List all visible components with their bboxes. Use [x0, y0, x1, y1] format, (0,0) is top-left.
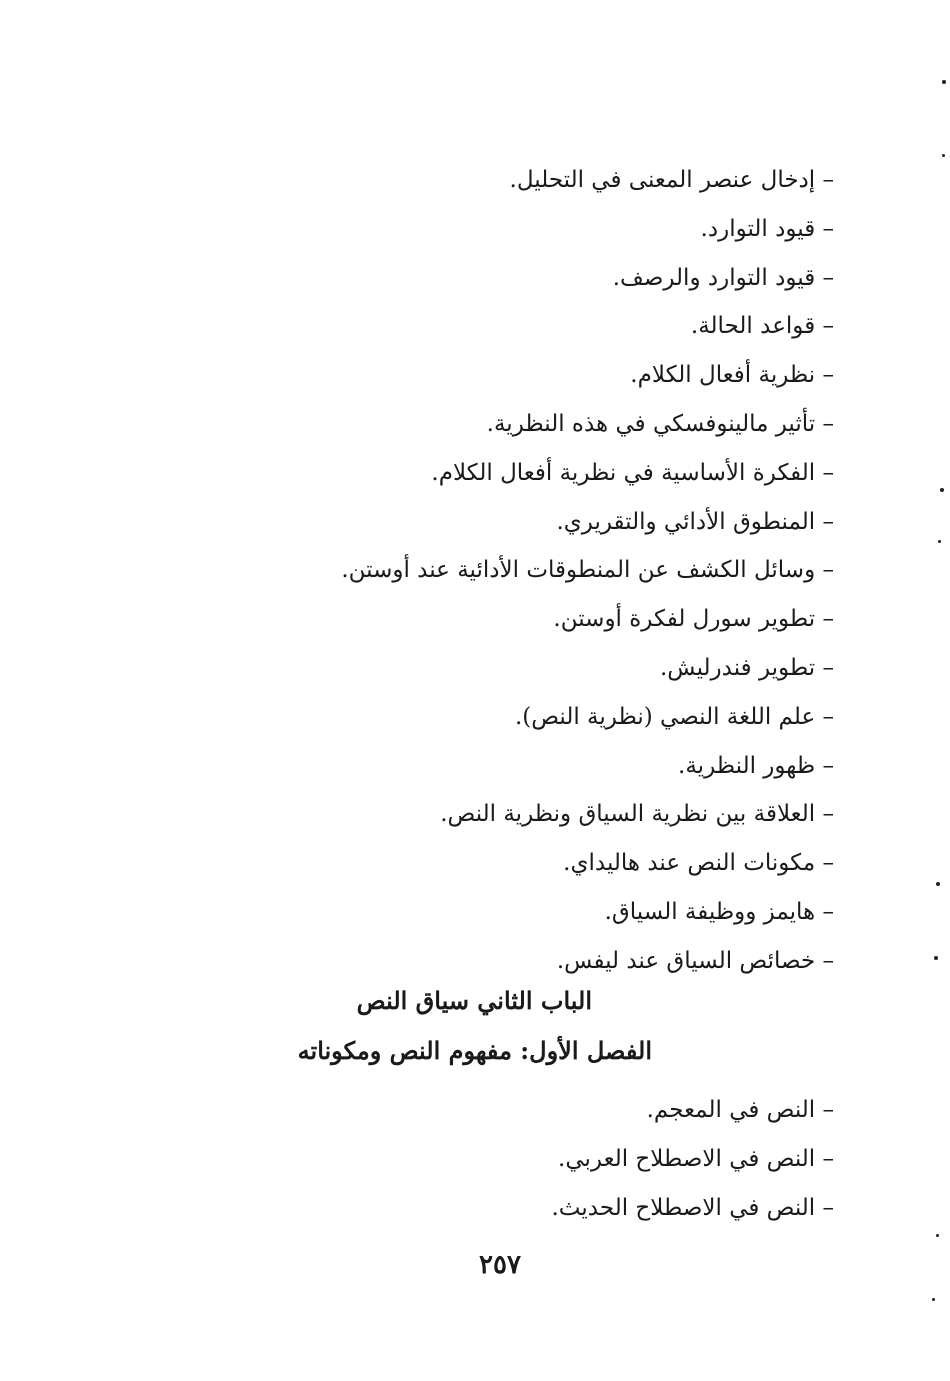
scan-speck	[940, 488, 944, 492]
scan-speck	[936, 1234, 939, 1237]
toc-item: – نظرية أفعال الكلام.	[630, 362, 834, 389]
toc-item: – قواعد الحالة.	[690, 313, 834, 340]
scan-speck	[934, 956, 938, 960]
toc-item: – تطوير فندرليش.	[659, 654, 834, 681]
toc-item: – العلاقة بين نظرية السياق ونظرية النص.	[440, 801, 834, 828]
toc-item: – النص في الاصطلاح العربي.	[558, 1145, 834, 1172]
toc-item: – تطوير سورل لفكرة أوستن.	[553, 606, 834, 633]
toc-item: – قيود التوارد.	[700, 215, 834, 242]
toc-item: – ظهور النظرية.	[678, 752, 834, 779]
toc-item: – وسائل الكشف عن المنطوقات الأدائية عند أوستن.	[341, 557, 834, 584]
scan-speck	[942, 154, 945, 157]
toc-item: – تأثير مالينوفسكي في هذه النظرية.	[486, 410, 834, 437]
scan-speck	[932, 1298, 935, 1301]
part-heading: الباب الثاني سياق النص	[356, 986, 592, 1015]
toc-list-first	[234, 156, 834, 986]
toc-item: – الفكرة الأساسية في نظرية أفعال الكلام.	[431, 459, 834, 486]
scan-speck	[936, 882, 940, 886]
page-number: ٢٥٧	[479, 1250, 521, 1280]
toc-item: – قيود التوارد والرصف.	[612, 264, 834, 291]
toc-list-second	[234, 1086, 834, 1232]
scan-speck	[942, 80, 946, 84]
toc-item: – مكونات النص عند هاليداي.	[563, 850, 834, 877]
toc-item: – المنطوق الأدائي والتقريري.	[556, 508, 834, 535]
toc-item: – النص في الاصطلاح الحديث.	[551, 1194, 834, 1221]
toc-item: – النص في المعجم.	[646, 1097, 834, 1123]
toc-item: – هايمز ووظيفة السياق.	[604, 898, 834, 925]
toc-item: – إدخال عنصر المعنى في التحليل.	[509, 167, 834, 193]
toc-item: – خصائص السياق عند ليفس.	[556, 947, 834, 974]
chapter-heading: الفصل الأول: مفهوم النص ومكوناته	[297, 1036, 652, 1065]
scan-speck	[938, 540, 941, 543]
toc-item: – علم اللغة النصي (نظرية النص).	[514, 703, 834, 730]
